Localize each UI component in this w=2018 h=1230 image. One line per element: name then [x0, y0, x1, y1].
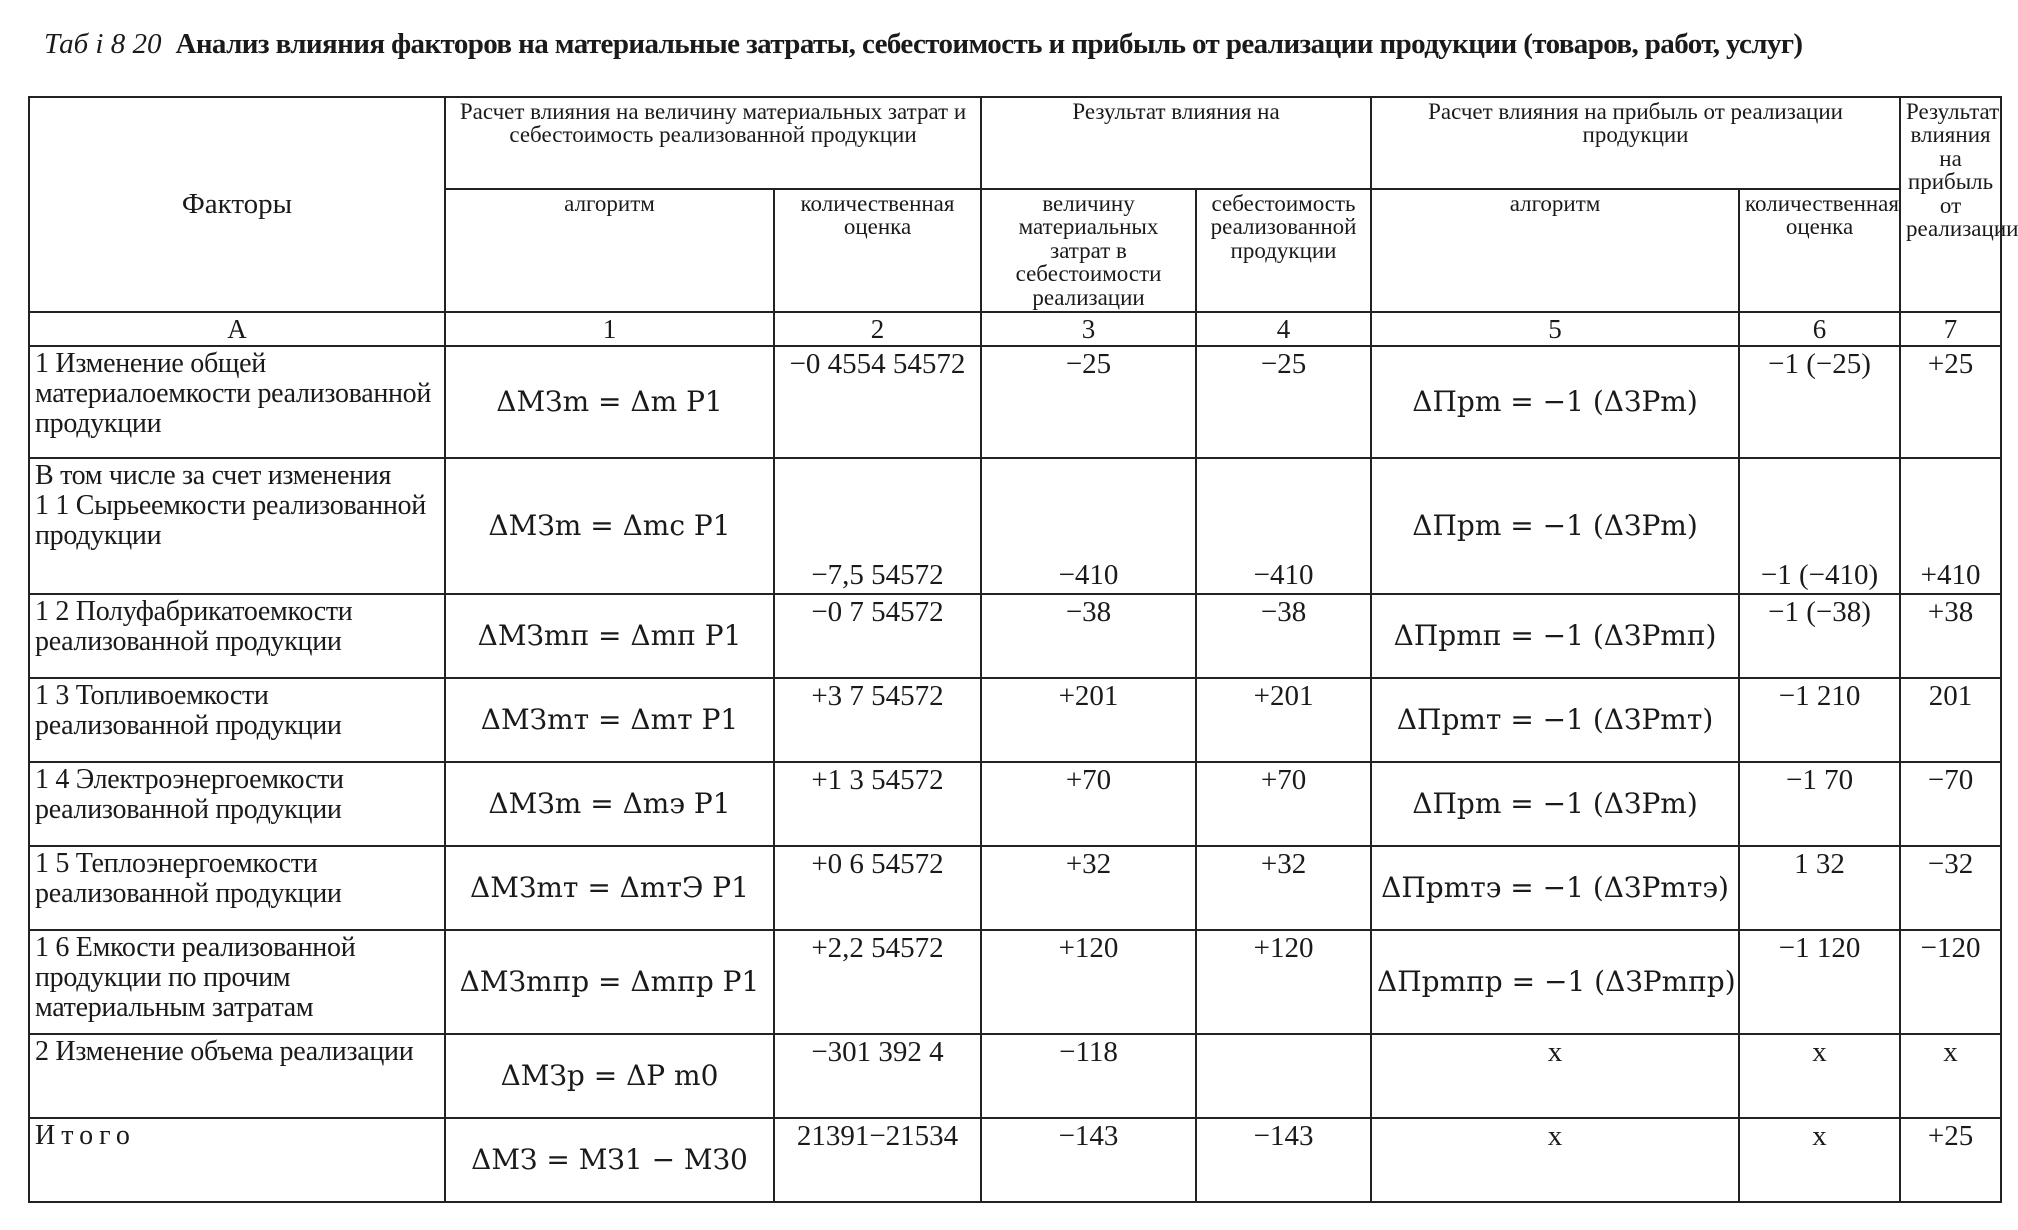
- profit-result-cell: −32: [1900, 846, 2001, 930]
- table-row: [29, 930, 2001, 1034]
- formula-mz-cell: ΔМЗmпр = Δmпр P1: [445, 930, 774, 1034]
- mz-result-cell: +70: [981, 762, 1196, 846]
- mz-result-cell: +120: [981, 930, 1196, 1034]
- mz-result-cell: −410: [981, 458, 1196, 594]
- cost-result-cell: +201: [1196, 678, 1371, 762]
- formula-profit-cell: ΔПpm = −1 (ΔЗРm): [1371, 346, 1739, 458]
- col-num: 7: [1900, 312, 2001, 346]
- quant-profit-cell: −1 210: [1739, 678, 1900, 762]
- table-row: [29, 346, 2001, 458]
- formula-mz-cell: ΔМЗm = Δm P1: [445, 346, 774, 458]
- subheader-algorithm: алгоритм: [445, 189, 774, 312]
- subheader-on-cost: себестоимость реализованной продукции: [1196, 189, 1371, 312]
- factor-cell: 1 5 Теплоэнергоемкости реализованной продукции: [29, 846, 445, 930]
- table-row: [29, 678, 2001, 762]
- quant-cell: +3 7 54572: [774, 678, 981, 762]
- quant-profit-cell: −1 120: [1739, 930, 1900, 1034]
- formula-mz-cell: ΔМЗmт = Δmт P1: [445, 678, 774, 762]
- col-num: 2: [774, 312, 981, 346]
- header-factors: Факторы: [29, 97, 445, 312]
- table-row-total: [29, 1118, 2001, 1202]
- col-num: 4: [1196, 312, 1371, 346]
- factor-cell: 1 3 Топливоемкости реализованной продукции: [29, 678, 445, 762]
- formula-mz-cell: ΔМЗр = ΔР m0: [445, 1034, 774, 1118]
- subheader-quant: количественная оценка: [774, 189, 981, 312]
- quant-cell: +0 6 54572: [774, 846, 981, 930]
- formula-mz-cell: ΔМЗmт = ΔmтЭ P1: [445, 846, 774, 930]
- col-num: 5: [1371, 312, 1739, 346]
- cost-result-cell: −25: [1196, 346, 1371, 458]
- formula-mz-cell: ΔМЗm = Δmэ P1: [445, 762, 774, 846]
- cost-result-cell: −143: [1196, 1118, 1371, 1202]
- profit-result-cell: +25: [1900, 1118, 2001, 1202]
- factor-cell: 1 Изменение общей материалоемкости реализованной продукции: [29, 346, 445, 458]
- table-label: Таб і 8 20: [44, 28, 162, 60]
- formula-mz-cell: ΔМЗm = Δmс P1: [445, 458, 774, 594]
- cost-result-cell: −38: [1196, 594, 1371, 678]
- quant-profit-cell: −1 (−38): [1739, 594, 1900, 678]
- formula-profit-cell: ΔПpmпр = −1 (ΔЗРmпр): [1371, 930, 1739, 1034]
- formula-profit-cell: ΔПpmп = −1 (ΔЗРmп): [1371, 594, 1739, 678]
- cost-result-cell: +70: [1196, 762, 1371, 846]
- formula-profit-cell: ΔПpm = −1 (ΔЗРm): [1371, 458, 1739, 594]
- quant-cell: −0 7 54572: [774, 594, 981, 678]
- header-row: [29, 97, 2001, 189]
- mz-result-cell: −118: [981, 1034, 1196, 1118]
- header-calc-mz: Расчет влияния на величину материальных затрат и себестоимость реализованной продукции: [445, 97, 981, 189]
- table-title: [44, 28, 2004, 61]
- table-row: [29, 762, 2001, 846]
- quant-profit-cell: −1 70: [1739, 762, 1900, 846]
- factor-cell: Итого: [29, 1118, 445, 1202]
- subheader-algorithm-2: алгоритм: [1371, 189, 1739, 312]
- formula-profit-cell: x: [1371, 1034, 1739, 1118]
- header-calc-profit: Расчет влияния на прибыль от реализации продукции: [1371, 97, 1900, 189]
- col-num: 1: [445, 312, 774, 346]
- mz-result-cell: −25: [981, 346, 1196, 458]
- quant-profit-cell: −1 (−25): [1739, 346, 1900, 458]
- subheader-on-mz: величину материальных затрат в себестоимости реализации: [981, 189, 1196, 312]
- quant-cell: 21391−21534: [774, 1118, 981, 1202]
- formula-profit-cell: ΔПpm = −1 (ΔЗРm): [1371, 762, 1739, 846]
- factor-cell: 1 2 Полуфабрикатоемкости реализованной продукции: [29, 594, 445, 678]
- factor-cell: 2 Изменение объема реализации: [29, 1034, 445, 1118]
- table-row: [29, 1034, 2001, 1118]
- cost-result-cell: [1196, 1034, 1371, 1118]
- profit-result-cell: x: [1900, 1034, 2001, 1118]
- profit-result-cell: +38: [1900, 594, 2001, 678]
- header-result: Результат влияния на: [981, 97, 1371, 189]
- mz-result-cell: −38: [981, 594, 1196, 678]
- factor-cell: 1 4 Электроэнергоемкости реализованной продукции: [29, 762, 445, 846]
- factor-cell: В том числе за счет изменения 1 1 Сырьеемкости реализованной продукции: [29, 458, 445, 594]
- cost-result-cell: −410: [1196, 458, 1371, 594]
- quant-profit-cell: 1 32: [1739, 846, 1900, 930]
- formula-mz-cell: ΔМЗmп = Δmп P1: [445, 594, 774, 678]
- margin-mark: [0, 598, 6, 658]
- quant-profit-cell: x: [1739, 1034, 1900, 1118]
- quant-profit-cell: x: [1739, 1118, 1900, 1202]
- profit-result-cell: +410: [1900, 458, 2001, 594]
- mz-result-cell: +201: [981, 678, 1196, 762]
- table-caption: Анализ влияния факторов на материальные затраты, себестоимость и прибыль от реализации продукции (товаров, работ, услуг): [175, 28, 1803, 60]
- cost-result-cell: +120: [1196, 930, 1371, 1034]
- quant-cell: −301 392 4: [774, 1034, 981, 1118]
- formula-profit-cell: ΔПpmтэ = −1 (ΔЗРmтэ): [1371, 846, 1739, 930]
- profit-result-cell: +25: [1900, 346, 2001, 458]
- cost-result-cell: +32: [1196, 846, 1371, 930]
- formula-profit-cell: ΔПpmт = −1 (ΔЗРmт): [1371, 678, 1739, 762]
- mz-result-cell: +32: [981, 846, 1196, 930]
- formula-profit-cell: x: [1371, 1118, 1739, 1202]
- formula-mz-cell: ΔМЗ = МЗ1 − МЗ0: [445, 1118, 774, 1202]
- column-number-row: [29, 312, 2001, 346]
- subheader-quant-2: количественная оценка: [1739, 189, 1900, 312]
- quant-cell: +1 3 54572: [774, 762, 981, 846]
- quant-cell: −0 4554 54572: [774, 346, 981, 458]
- header-result-profit: Результат влияния на прибыль от реализации: [1900, 97, 2001, 312]
- profit-result-cell: 201: [1900, 678, 2001, 762]
- mz-result-cell: −143: [981, 1118, 1196, 1202]
- quant-profit-cell: −1 (−410): [1739, 458, 1900, 594]
- profit-result-cell: −120: [1900, 930, 2001, 1034]
- factor-cell: 1 6 Емкости реализованной продукции по прочим материальным затратам: [29, 930, 445, 1034]
- col-num: А: [29, 312, 445, 346]
- col-num: 6: [1739, 312, 1900, 346]
- table-row: [29, 846, 2001, 930]
- col-num: 3: [981, 312, 1196, 346]
- analysis-table: [28, 96, 2018, 1203]
- profit-result-cell: −70: [1900, 762, 2001, 846]
- table-row: [29, 458, 2001, 594]
- quant-cell: −7,5 54572: [774, 458, 981, 594]
- quant-cell: +2,2 54572: [774, 930, 981, 1034]
- table-row: [29, 594, 2001, 678]
